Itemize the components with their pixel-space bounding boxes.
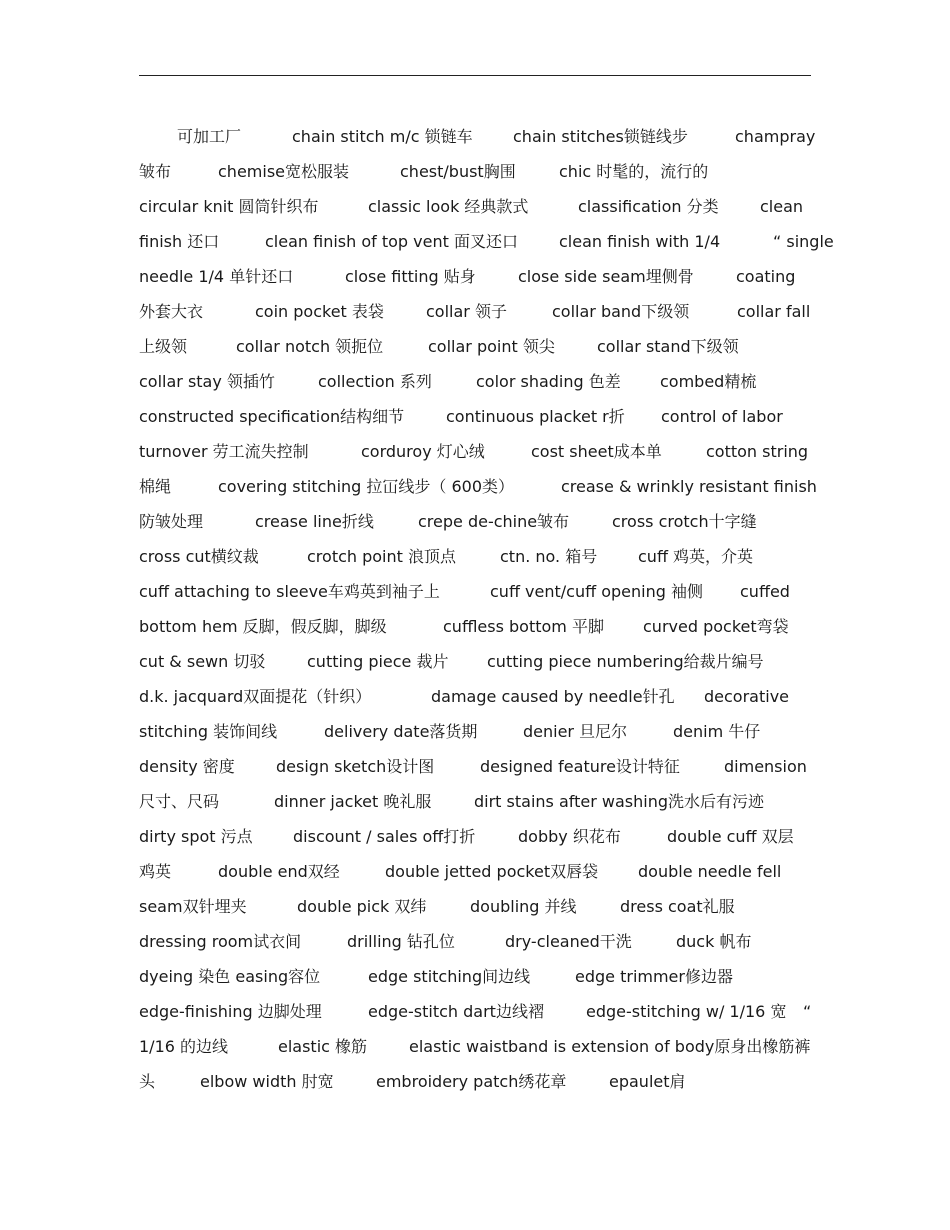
term: turnover 劳工流失控制: [139, 442, 309, 461]
term: edge-finishing 边脚处理: [139, 1002, 322, 1021]
term: stitching 装饰间线: [139, 722, 278, 741]
text-line: [139, 822, 839, 857]
term: seam双针埋夹: [139, 897, 247, 916]
term: cuffed: [740, 582, 790, 601]
text-line: [139, 157, 839, 192]
text-line: [139, 262, 839, 297]
term: coin pocket 表袋: [255, 302, 384, 321]
term: bottom hem 反脚，假反脚，脚级: [139, 617, 387, 636]
top-rule: [139, 75, 811, 76]
term: doubling 并线: [470, 897, 577, 916]
term: combed精梳: [660, 372, 757, 391]
term: design sketch设计图: [276, 757, 435, 776]
term: crepe de-chine皱布: [418, 512, 570, 531]
text-line: [139, 1032, 839, 1067]
term: collar stay 领插竹: [139, 372, 275, 391]
term: decorative: [704, 687, 789, 706]
text-line: [139, 437, 839, 472]
term: chain stitch m/c 锁链车: [292, 127, 473, 146]
term: 头: [139, 1072, 156, 1091]
term: drilling 钻孔位: [347, 932, 455, 951]
term: dimension: [724, 757, 807, 776]
term: designed feature设计特征: [480, 757, 680, 776]
term: edge-stitch dart边线褶: [368, 1002, 544, 1021]
text-line: [139, 577, 839, 612]
term: dress coat礼服: [620, 897, 735, 916]
text-line: [139, 997, 839, 1032]
text-line: [139, 402, 839, 437]
term: 防皱处理: [139, 512, 204, 531]
text-line: [139, 927, 839, 962]
text-line: [139, 787, 839, 822]
glossary-text-body: [139, 122, 839, 1102]
term: double needle fell: [638, 862, 782, 881]
term: denier 旦尼尔: [523, 722, 628, 741]
term: embroidery patch绣花章: [376, 1072, 567, 1091]
text-line: [139, 297, 839, 332]
text-line: [139, 542, 839, 577]
term: chic 时髦的，流行的: [559, 162, 709, 181]
term: dinner jacket 晚礼服: [274, 792, 432, 811]
term: denim 牛仔: [673, 722, 761, 741]
term: elastic 橡筋: [278, 1037, 368, 1056]
term: collar band下级领: [552, 302, 690, 321]
term: cutting piece numbering给裁片编号: [487, 652, 764, 671]
term: cuff 鸡英，介英: [638, 547, 754, 566]
term: collar point 领尖: [428, 337, 555, 356]
term: double jetted pocket双唇袋: [385, 862, 599, 881]
term: chest/bust胸围: [400, 162, 516, 181]
term: continuous placket r折: [446, 407, 625, 426]
term: edge trimmer修边器: [575, 967, 733, 986]
term: cotton string: [706, 442, 809, 461]
text-line: [139, 647, 839, 682]
text-line: [139, 472, 839, 507]
term: circular knit 圆筒针织布: [139, 197, 319, 216]
term: 上级领: [139, 337, 188, 356]
term: 皱布: [139, 162, 172, 181]
term: “: [803, 1002, 812, 1021]
term: dyeing 染色 easing容位: [139, 967, 321, 986]
term: collar fall: [737, 302, 811, 321]
term: 棉绳: [139, 477, 172, 496]
term: cost sheet成本单: [531, 442, 662, 461]
term: finish 还口: [139, 232, 220, 251]
term: control of labor: [661, 407, 783, 426]
text-line: [139, 857, 839, 892]
term: collar stand下级领: [597, 337, 739, 356]
term: dobby 织花布: [518, 827, 621, 846]
term: double pick 双纬: [297, 897, 427, 916]
term: curved pocket弯袋: [643, 617, 789, 636]
text-line: [139, 332, 839, 367]
term: 尺寸、尺码: [139, 792, 220, 811]
term: clean: [760, 197, 804, 216]
term: dressing room试衣间: [139, 932, 302, 951]
text-line: [139, 192, 839, 227]
term: crotch point 浪顶点: [307, 547, 457, 566]
term: elastic waistband is extension of body原身出橡筋裤: [409, 1037, 811, 1056]
term: classic look 经典款式: [368, 197, 529, 216]
term: collection 系列: [318, 372, 432, 391]
term: dry-cleaned干洗: [505, 932, 632, 951]
term: edge-stitching w/ 1/16 宽: [586, 1002, 787, 1021]
term: close fitting 贴身: [345, 267, 476, 286]
text-line: [139, 962, 839, 997]
term: duck 帆布: [676, 932, 752, 951]
term: collar 领子: [426, 302, 507, 321]
term: d.k. jacquard双面提花（针织）: [139, 687, 372, 706]
term: coating: [736, 267, 796, 286]
text-line: [139, 717, 839, 752]
term: dirt stains after washing洗水后有污迹: [474, 792, 765, 811]
term: 1/16 的边线: [139, 1037, 229, 1056]
term: color shading 色差: [476, 372, 621, 391]
term: cuffless bottom 平脚: [443, 617, 604, 636]
text-line: [139, 122, 839, 157]
term: champray: [735, 127, 816, 146]
text-line: [139, 507, 839, 542]
term: double cuff 双层: [667, 827, 794, 846]
term: elbow width 肘宽: [200, 1072, 334, 1091]
term: cross crotch十字缝: [612, 512, 757, 531]
term: chemise宽松服装: [218, 162, 349, 181]
term: classification 分类: [578, 197, 719, 216]
term: 鸡英: [139, 862, 172, 881]
term: needle 1/4 单针还口: [139, 267, 294, 286]
term: double end双经: [218, 862, 340, 881]
term: constructed specification结构细节: [139, 407, 405, 426]
text-line: [139, 682, 839, 717]
text-line: [139, 892, 839, 927]
term: damage caused by needle针孔: [431, 687, 675, 706]
term: clean finish of top vent 面叉还口: [265, 232, 518, 251]
term: collar notch 领扼位: [236, 337, 384, 356]
term: “ single: [773, 232, 834, 251]
term: dirty spot 污点: [139, 827, 253, 846]
term: cutting piece 裁片: [307, 652, 449, 671]
text-line: [139, 367, 839, 402]
term: discount / sales off打折: [293, 827, 476, 846]
term: corduroy 灯心绒: [361, 442, 485, 461]
text-line: [139, 752, 839, 787]
term: cut & sewn 切驳: [139, 652, 266, 671]
term: crease line折线: [255, 512, 374, 531]
term: cuff vent/cuff opening 袖侧: [490, 582, 703, 601]
term: edge stitching间边线: [368, 967, 531, 986]
term: covering stitching 拉冚线步（ 600类）: [218, 477, 515, 496]
term: 外套大衣: [139, 302, 204, 321]
term: cross cut横纹裁: [139, 547, 259, 566]
text-line: [139, 1067, 839, 1102]
term: delivery date落货期: [324, 722, 478, 741]
text-line: [139, 227, 839, 262]
term: ctn. no. 箱号: [500, 547, 598, 566]
term: clean finish with 1/4: [559, 232, 721, 251]
term: density 密度: [139, 757, 235, 776]
text-line: [139, 612, 839, 647]
term: 可加工厂: [177, 127, 242, 146]
term: cuff attaching to sleeve车鸡英到袖子上: [139, 582, 440, 601]
term: epaulet肩: [609, 1072, 686, 1091]
term: crease & wrinkly resistant finish: [561, 477, 817, 496]
term: close side seam埋侧骨: [518, 267, 694, 286]
term: chain stitches锁链线步: [513, 127, 688, 146]
